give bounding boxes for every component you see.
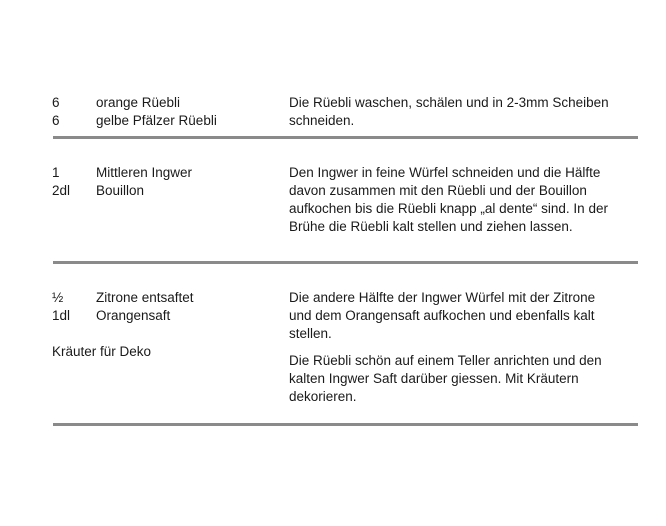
ingredient-quantity: 1dl [52, 308, 71, 323]
instruction-paragraph: Den Ingwer in feine Würfel schneiden und die Hälfte davon zusammen mit den Rüebli und der Bouillon aufkochen bis die Rüebli knapp „al dente“ sind. In der Brühe die Rüebli kalt stellen und ziehen lassen. [289, 165, 608, 234]
instruction-paragraph: Die Rüebli waschen, schälen und in 2-3mm Scheiben schneiden. [289, 95, 609, 128]
instruction-paragraph: Die andere Hälfte der Ingwer Würfel mit der Zitrone und dem Orangensaft aufkochen und ebenfalls kalt stellen. [289, 290, 596, 341]
ingredient-quantity: 2dl [52, 183, 71, 198]
ingredient-quantity: 6 [52, 113, 60, 128]
recipe-section-2 [0, 164, 666, 234]
ingredient-name: Mittleren Ingwer [96, 165, 193, 180]
ingredient-name: gelbe Pfälzer Rüebli [96, 113, 217, 128]
garnish-note: Kräuter für Deko [52, 344, 152, 359]
section-divider [53, 261, 638, 264]
ingredient-name: Orangensaft [96, 308, 171, 323]
ingredient-quantity: ½ [52, 290, 64, 305]
ingredient-quantity: 1 [52, 165, 60, 180]
instructions [289, 164, 619, 236]
instructions [289, 94, 619, 130]
ingredient-name: Zitrone entsaftet [96, 290, 194, 305]
instructions [289, 289, 619, 406]
ingredient-name: Bouillon [96, 183, 145, 198]
ingredient-name: orange Rüebli [96, 95, 181, 110]
section-divider [53, 136, 638, 139]
section-divider [53, 423, 638, 426]
recipe-section-1 [0, 94, 666, 130]
ingredient-quantity: 6 [52, 95, 60, 110]
instruction-paragraph: Die Rüebli schön auf einem Teller anrichten und den kalten Ingwer Saft darüber giessen. Mit Kräutern dekorieren. [289, 353, 602, 404]
recipe-section-3 [0, 289, 666, 404]
